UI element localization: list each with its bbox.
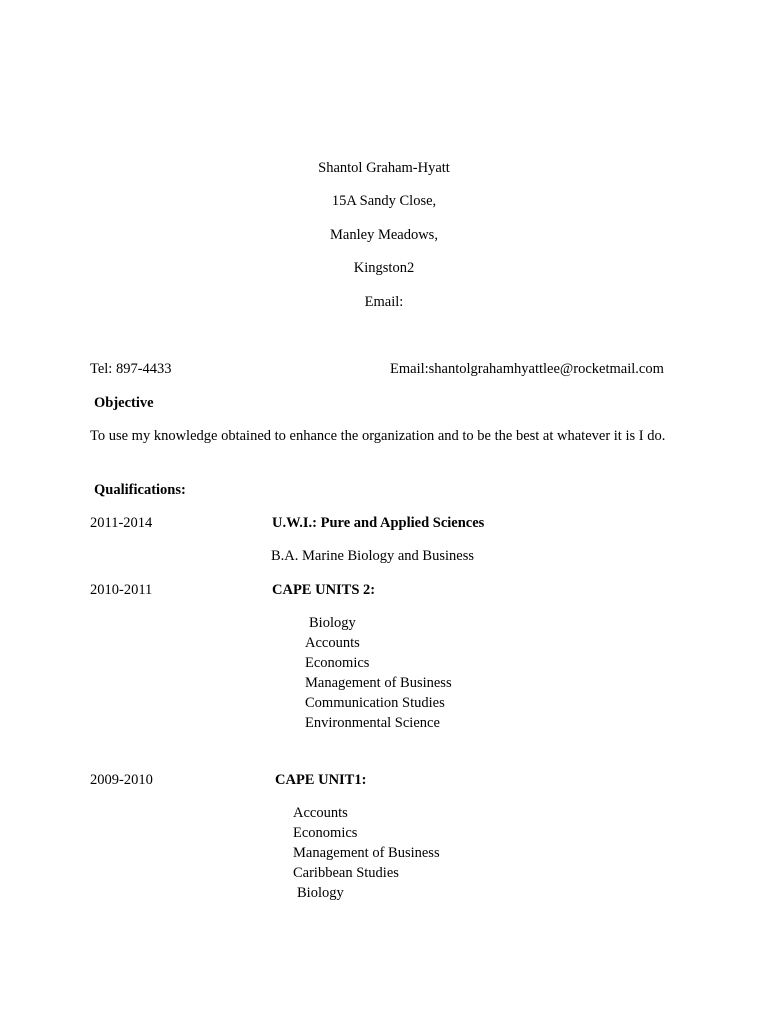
qualification-title: CAPE UNIT1: xyxy=(275,772,367,788)
email-address: Email:shantolgrahamhyattlee@rocketmail.com xyxy=(390,361,664,377)
subject-item: Accounts xyxy=(293,805,348,821)
subject-item: Communication Studies xyxy=(305,695,445,711)
telephone: Tel: 897-4433 xyxy=(90,361,172,377)
objective-heading: Objective xyxy=(94,395,154,411)
subject-item: Accounts xyxy=(305,635,360,651)
subject-list xyxy=(293,803,440,903)
header-email-label: Email: xyxy=(364,294,404,310)
subject-item: Management of Business xyxy=(293,845,440,861)
address-line-3: Kingston2 xyxy=(353,260,415,276)
subject-item: Economics xyxy=(293,825,358,841)
subject-item: Biology xyxy=(309,615,356,631)
qualifications-heading: Qualifications: xyxy=(94,482,186,498)
address-line-1: 15A Sandy Close, xyxy=(331,193,437,209)
qualification-title: CAPE UNITS 2: xyxy=(272,582,376,598)
subject-list xyxy=(305,613,452,733)
address-line-2: Manley Meadows, xyxy=(330,227,438,243)
subject-item: Economics xyxy=(305,655,370,671)
qualification-years: 2011-2014 xyxy=(90,515,153,531)
applicant-name: Shantol Graham-Hyatt xyxy=(318,160,450,176)
subject-item: Management of Business xyxy=(305,675,452,691)
subject-item: Caribbean Studies xyxy=(293,865,399,881)
qualification-detail: B.A. Marine Biology and Business xyxy=(271,548,474,564)
qualification-title: U.W.I.: Pure and Applied Sciences xyxy=(272,515,485,531)
qualification-years: 2010-2011 xyxy=(90,582,153,598)
subject-item: Biology xyxy=(297,885,344,901)
qualification-years: 2009-2010 xyxy=(90,772,153,788)
subject-item: Environmental Science xyxy=(305,715,440,731)
objective-text: To use my knowledge obtained to enhance the organization and to be the best at whatever it is I do. xyxy=(90,428,666,444)
